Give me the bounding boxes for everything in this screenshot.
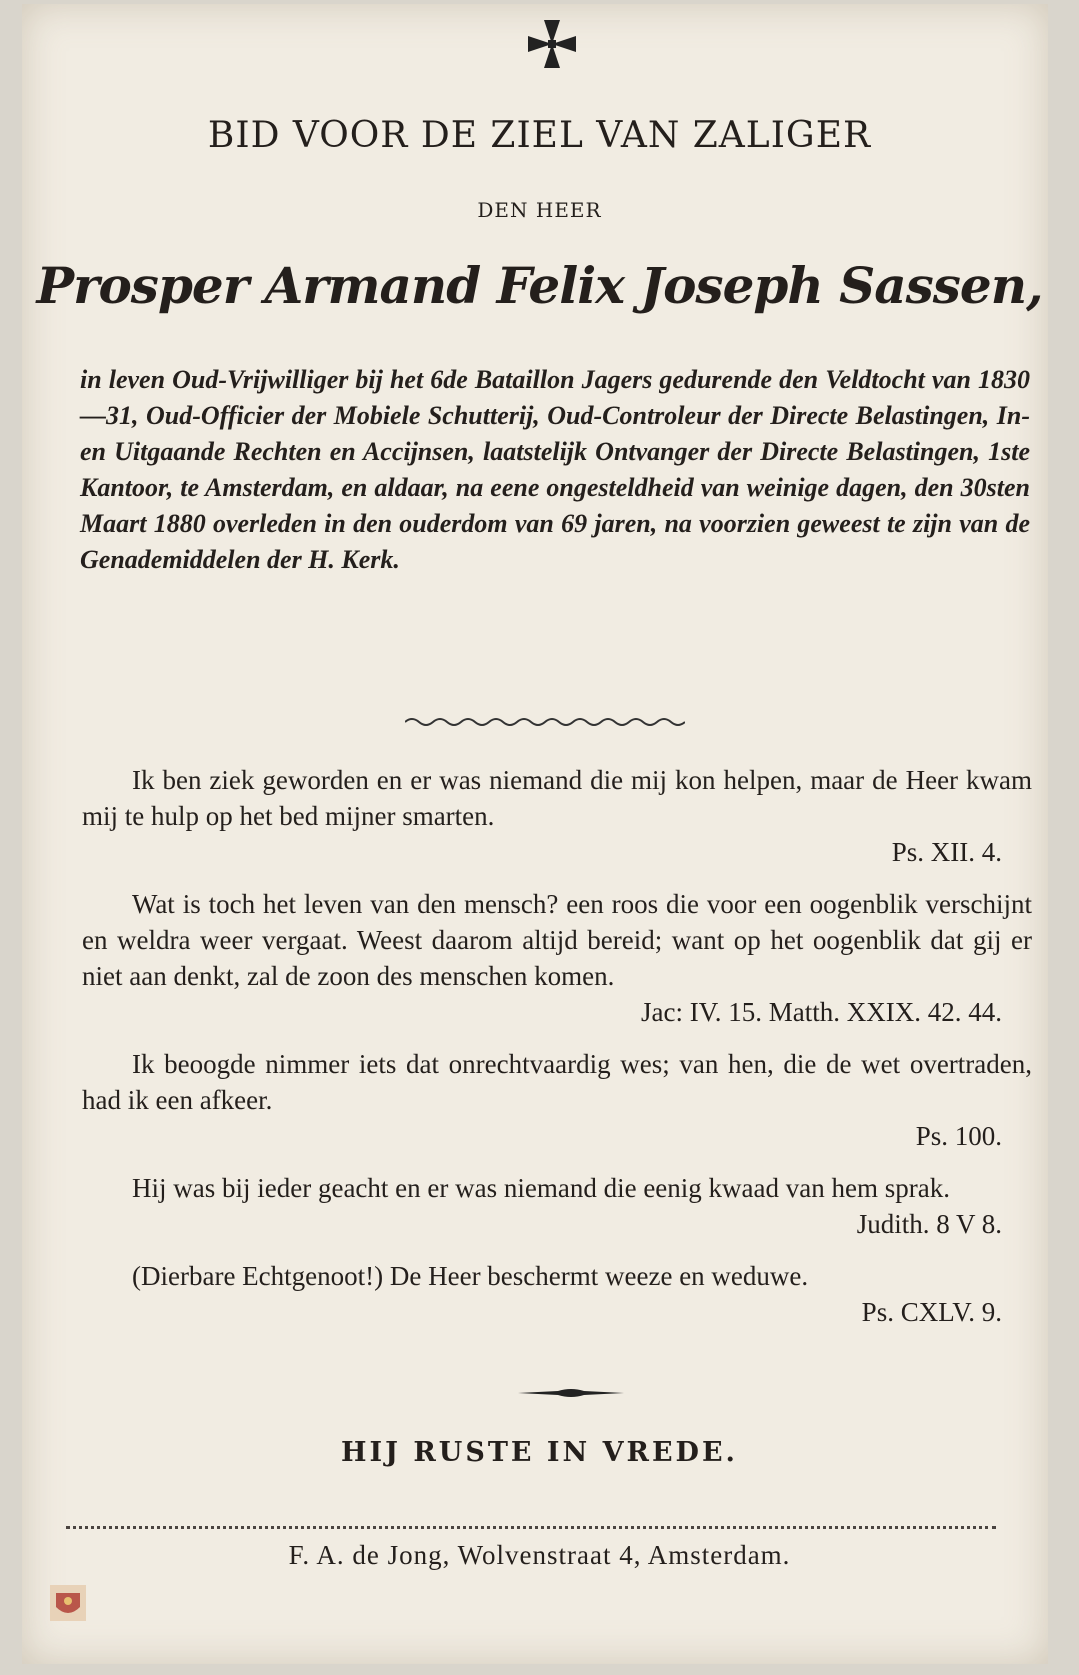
verse: [82, 1170, 1032, 1242]
verse: [82, 1046, 1032, 1154]
wavy-divider: [405, 712, 685, 732]
verse-reference: Jac: IV. 15. Matth. XXIX. 42. 44.: [641, 997, 1002, 1027]
verse-text: Hij was bij ieder geacht en er was niemand die eenig kwaad van hem sprak.: [132, 1173, 950, 1203]
verse-reference: Ps. CXLV. 9.: [861, 1297, 1002, 1327]
verse: [82, 886, 1032, 1030]
verse-text: (Dierbare Echtgenoot!) De Heer beschermt weeze en weduwe.: [132, 1261, 809, 1291]
verse-text: Wat is toch het leven van den mensch? een roos die voor een oogenblik verschijnt en weldra weer vergaat. Weest daarom altijd bereid; want op het oogenblik dat gij er niet aan denkt, zal de zoon des menschen komen.: [82, 889, 1032, 991]
dotted-divider: [66, 1526, 996, 1529]
biography: in leven Oud-Vrijwilliger bij het 6de Bataillon Jagers gedurende den Veldtocht van 1830—31, Oud-Officier der Mobiele Schutterij, Oud-Controleur der Directe Belastingen, In- en Uitgaande Rechten en Accijnsen, laatstelijk Ontvanger der Directe Belastingen, 1ste Kantoor, te Amsterdam, en aldaar, na eene ongesteldheid van weinige dagen, den 30sten Maart 1880 overleden in den ouderdom van 69 jaren, na voorzien geweest te zijn van de Genademiddelen der H. Kerk.: [80, 365, 1030, 574]
verse-reference: Ps. 100.: [915, 1121, 1002, 1151]
verse: [82, 1258, 1032, 1330]
cross-pattee-icon: [524, 16, 580, 72]
verse-text: Ik ben ziek geworden en er was niemand die mij kon helpen, maar de Heer kwam mij te hulp op het bed mijner smarten.: [82, 765, 1032, 831]
verses: [82, 762, 1032, 1346]
ornamental-rule: [518, 1387, 624, 1399]
verse-text: Ik beoogde nimmer iets dat onrechtvaardig wes; van hen, die de wet overtraden, had ik een afkeer.: [82, 1049, 1032, 1115]
verse-reference: Ps. XII. 4.: [891, 837, 1002, 867]
printer-imprint: F. A. de Jong, Wolvenstraat 4, Amsterdam.: [288, 1540, 791, 1570]
card-heading: BID VOOR DE ZIEL VAN ZALIGER: [207, 115, 872, 156]
deceased-name: Prosper Armand Felix Joseph Sassen,: [36, 256, 1043, 315]
closing-line: HIJ RUSTE IN VREDE.: [341, 1437, 738, 1468]
verse-reference: Judith. 8 V 8.: [856, 1209, 1002, 1239]
verse: [82, 762, 1032, 870]
heraldic-seal-icon: [48, 1583, 88, 1623]
card-subheading: DEN HEER: [477, 198, 602, 222]
